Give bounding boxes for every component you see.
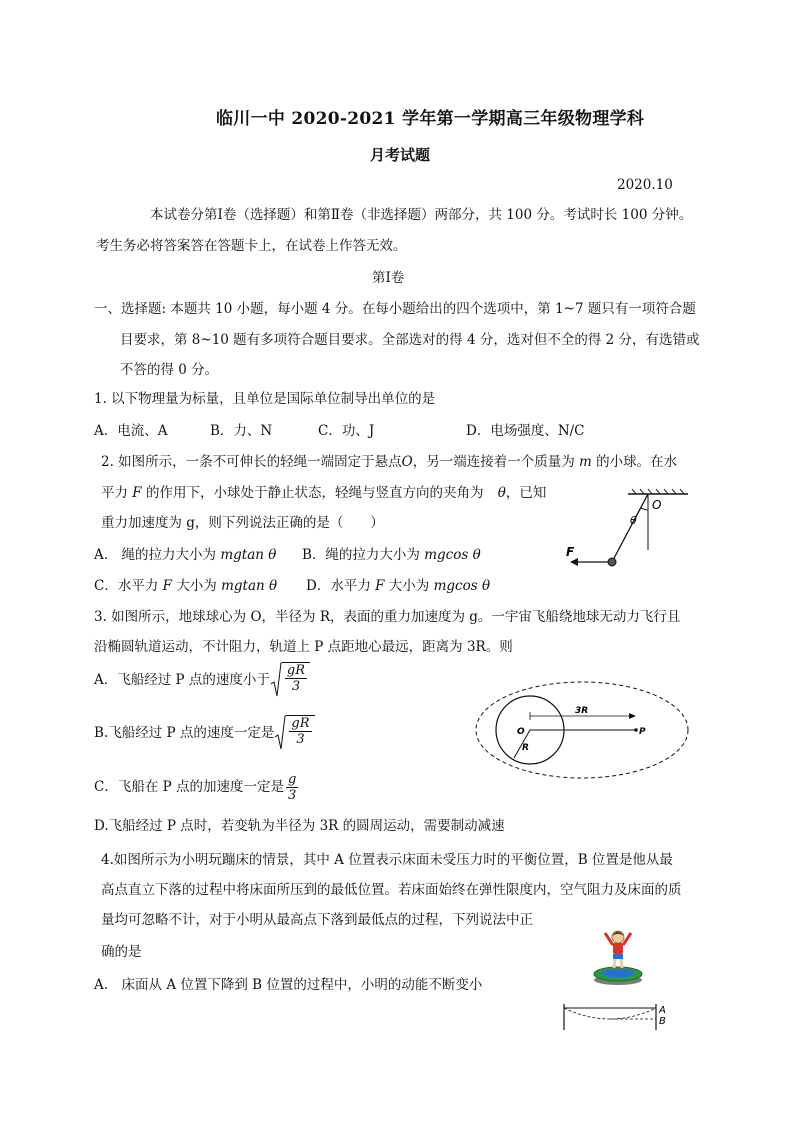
q3-a-text: A．飞船经过 P 点的速度小于 bbox=[94, 672, 270, 688]
q3-c-num: g bbox=[288, 771, 297, 787]
q3-option-c bbox=[94, 770, 298, 804]
q3-b-sqrt bbox=[274, 715, 314, 751]
q3-line-1: 3. 如图所示，地球球心为 O，半径为 R，表面的重力加速度为 g。一宇宙飞船绕地球无动力飞行且 bbox=[94, 609, 681, 625]
exam-title: 临川一中 2020-2021 学年第一学期高三年级物理学科 bbox=[216, 109, 645, 129]
q2-text: ，已知 bbox=[505, 485, 547, 501]
point-p bbox=[634, 728, 638, 732]
label-3r: 3R bbox=[575, 706, 589, 716]
depressed-mat bbox=[564, 1008, 656, 1019]
q1-stem: 1. 以下物理量为标量，且单位是国际单位制导出单位的是 bbox=[94, 391, 436, 407]
q2-text: ，另一端连接着一个质量为 bbox=[412, 454, 575, 470]
section-label: 第Ⅰ卷 bbox=[372, 270, 405, 286]
q4-line-2: 高点直立下落的过程中将床面所压到的最低位置。若床面始终在弹性限度内，空气阻力及床面的质 bbox=[101, 882, 682, 898]
label-p: P bbox=[639, 727, 646, 737]
q2-var-theta: θ bbox=[497, 485, 506, 501]
q2-a-label: A. 绳的拉力大小为 bbox=[94, 547, 217, 563]
boy-body bbox=[613, 943, 623, 954]
force-arrowhead bbox=[570, 558, 578, 566]
q2-var-m: m bbox=[579, 454, 592, 470]
q1-option-a: A．电流、A bbox=[94, 423, 168, 439]
q2-option-d bbox=[306, 576, 490, 596]
q2-text: 的作用下，小球处于静止状态，轻绳与竖直方向的夹角为 bbox=[145, 485, 484, 501]
label-theta: θ bbox=[630, 514, 637, 527]
section-instruction-3: 不答的得 0 分。 bbox=[120, 362, 219, 378]
q1-option-b: B．力、N bbox=[210, 423, 273, 439]
intro-line-1: 本试卷分第Ⅰ卷（选择题）和第Ⅱ卷（非选择题）两部分，共 100 分。考试时长 100 分钟。 bbox=[150, 207, 693, 223]
exam-date: 2020.10 bbox=[617, 177, 673, 193]
q3-option-b bbox=[94, 715, 315, 751]
q2-option-c bbox=[94, 576, 277, 596]
q2-b-expr: mgcos θ bbox=[424, 547, 481, 563]
q2-text: 2. 如图所示，一条不可伸长的轻绳一端固定于悬点 bbox=[101, 454, 402, 470]
label-f: F bbox=[566, 545, 575, 559]
q2-c-label2: 大小为 bbox=[176, 578, 217, 594]
boy-shorts bbox=[613, 954, 623, 959]
q2-line-1 bbox=[101, 452, 677, 472]
label-a: A bbox=[659, 1005, 666, 1016]
q3-c-frac bbox=[286, 772, 298, 803]
q2-var-o: O bbox=[401, 454, 413, 470]
q3-orbit-figure bbox=[474, 680, 694, 782]
q4-line-1: 4.如图所示为小明玩蹦床的情景，其中 A 位置表示床面未受压力时的平衡位置，B 位置是他从最 bbox=[101, 852, 673, 868]
boy-leg-right bbox=[621, 959, 622, 968]
label-o: O bbox=[517, 727, 525, 737]
boy-leg-left bbox=[614, 959, 615, 968]
label-b: B bbox=[659, 1016, 666, 1027]
rope bbox=[612, 494, 648, 562]
q4-ab-diagram bbox=[558, 1000, 678, 1032]
q3-option-d: D.飞船经过 P 点时，若变轨为半径为 3R 的圆周运动，需要制动减速 bbox=[94, 818, 505, 834]
q2-line-3: 重力加速度为 g，则下列说法正确的是（ ） bbox=[101, 515, 384, 531]
q2-d-expr: mgcos θ bbox=[433, 578, 491, 594]
q4-line-3: 量均可忽略不计，对于小明从最高点下落到最低点的过程，下列说法中正 bbox=[101, 912, 533, 928]
q3-option-a bbox=[94, 662, 310, 698]
q3-a-num: gR bbox=[286, 663, 306, 678]
label-r: R bbox=[522, 743, 529, 753]
q1-option-d: D．电场强度、N/C bbox=[466, 423, 585, 439]
q3-b-num: gR bbox=[291, 716, 310, 731]
q3-a-den: 3 bbox=[291, 679, 301, 694]
q2-text: 平力 bbox=[101, 485, 128, 501]
q2-pendulum-figure bbox=[560, 488, 690, 573]
q2-b-label: B．绳的拉力大小为 bbox=[302, 547, 420, 563]
q3-c-den: 3 bbox=[288, 787, 297, 803]
q2-a-expr: mgtan θ bbox=[220, 547, 277, 563]
q3-b-den: 3 bbox=[296, 732, 305, 747]
section-instruction-2: 目要求，第 8~10 题有多项符合题目要求。全部选对的得 4 分，选对但不全的得 2 分，有选错或 bbox=[120, 332, 700, 348]
q4-trampoline-illustration bbox=[590, 924, 646, 986]
q2-c-var: F bbox=[162, 578, 173, 594]
intro-line-2: 考生务必将答案答在答题卡上，在试卷上作答无效。 bbox=[96, 238, 407, 254]
q3-line-2: 沿椭圆轨道运动，不计阻力，轨道上 P 点距地心最远，距离为 3R。则 bbox=[94, 639, 513, 655]
section-instruction-1: 一、选择题: 本题共 10 小题，每小题 4 分。在每小题给出的四个选项中，第 1~7 题只有一项符合题 bbox=[94, 301, 696, 317]
label-o: O bbox=[652, 498, 662, 512]
trampoline-mat bbox=[601, 969, 635, 978]
q3-c-text: C．飞船在 P 点的加速度一定是 bbox=[94, 779, 284, 795]
q3-b-text: B.飞船经过 P 点的速度一定是 bbox=[94, 725, 275, 741]
q2-option-b bbox=[302, 545, 481, 565]
dimension-arrow-right bbox=[629, 713, 636, 719]
q2-text: 的小球。在水 bbox=[596, 454, 678, 470]
q4-option-a: A. 床面从 A 位置下降到 B 位置的过程中，小明的动能不断变小 bbox=[94, 977, 483, 993]
ball bbox=[608, 558, 616, 566]
boy-arm-right bbox=[623, 933, 631, 945]
q2-option-a bbox=[94, 545, 276, 565]
q2-d-label: D．水平力 bbox=[306, 578, 371, 594]
q2-line-2 bbox=[101, 483, 546, 503]
q3-a-sqrt bbox=[270, 662, 310, 698]
q2-d-label2: 大小为 bbox=[388, 578, 430, 594]
boy-arm-left bbox=[605, 933, 613, 945]
q2-c-expr: mgtan θ bbox=[221, 578, 278, 594]
angle-arc bbox=[641, 508, 648, 510]
q4-line-4: 确的是 bbox=[101, 944, 142, 960]
exam-subtitle: 月考试题 bbox=[370, 146, 431, 164]
q2-c-label: C．水平力 bbox=[94, 578, 159, 594]
q2-d-var: F bbox=[375, 578, 385, 594]
q1-option-c: C．功、J bbox=[318, 423, 375, 439]
q2-var-f: F bbox=[132, 485, 142, 501]
